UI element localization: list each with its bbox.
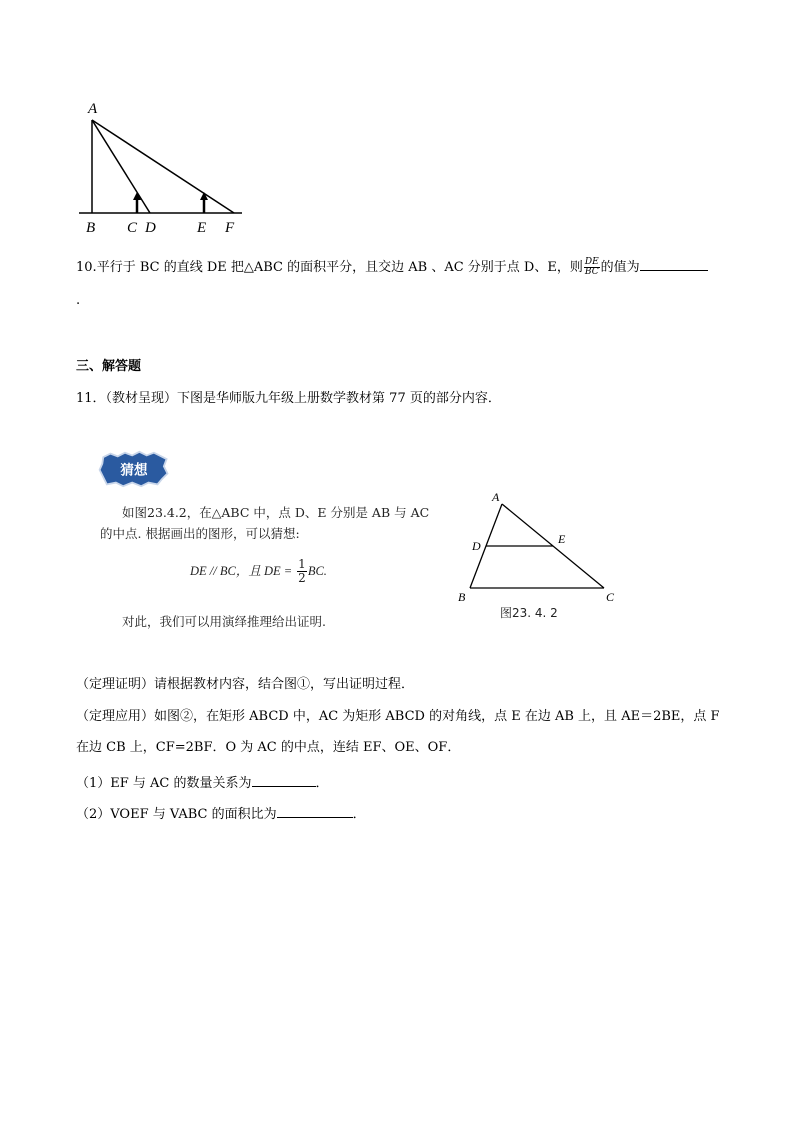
q11-intro — [76, 390, 501, 408]
tri-label-d: D — [472, 539, 481, 553]
segment-af — [92, 120, 234, 213]
tri-caption: 图23. 4. 2 — [500, 606, 558, 620]
q11-sub2-text: （2）VOEF 与 VABC 的面积比为 — [76, 807, 277, 822]
tb-formula-left: DE // BC，且 DE = — [190, 564, 293, 578]
q11-sub1-text: （1）EF 与 AC 的数量关系为 — [76, 776, 252, 791]
figure-1-diagram — [74, 96, 254, 241]
q11-sub-1 — [76, 772, 329, 793]
tb-frac-den: 2 — [298, 571, 306, 585]
q11-apply-line-2: 在边 CB 上，CF=2BF．O 为 AC 的中点，连结 EF、OE、OF． — [76, 740, 461, 755]
tri-label-c: C — [606, 590, 615, 604]
q11-intro-text: （教材呈现）下图是华师版九年级上册数学教材第 77 页的部分内容． — [105, 391, 501, 406]
segment-ad — [92, 120, 150, 213]
q10-text-after: 的值为 — [600, 260, 640, 275]
textbook-triangle-diagram — [452, 488, 622, 628]
tb-formula-frac — [297, 558, 307, 585]
q10-number: 10. — [76, 260, 97, 275]
tri-label-b: B — [458, 590, 466, 604]
q10-frac-num: DE — [584, 257, 599, 267]
q10-end: . — [76, 293, 81, 308]
q10-answer-blank[interactable] — [640, 256, 708, 271]
q11-sub2-blank[interactable] — [277, 803, 353, 818]
tri-label-e: E — [558, 532, 566, 546]
tb-formula-right: BC. — [307, 564, 327, 578]
tb-line-1: 如图23.4.2，在△ABC 中，点 D、E 分别是 AB 与 AC — [122, 505, 430, 520]
label-c: C — [127, 220, 138, 236]
tri-label-a: A — [492, 490, 500, 504]
guess-badge — [96, 450, 172, 488]
q11-sub-2 — [76, 803, 366, 824]
tb-frac-num: 1 — [298, 557, 306, 571]
q11-sub1-end: ． — [315, 776, 329, 791]
tb-formula — [190, 558, 327, 585]
q10-fraction — [584, 258, 600, 277]
tb-line-4: 对此，我们可以用演绎推理给出证明. — [122, 614, 326, 629]
section-title: 三、解答题 — [76, 359, 142, 374]
question-10 — [76, 256, 708, 277]
q11-apply-line-1: （定理应用）如图②，在矩形 ABCD 中，AC 为矩形 ABCD 的对角线，点 E 在边 AB 上，且 AE＝2BE，点 F — [76, 709, 720, 724]
label-b: B — [86, 220, 96, 236]
q11-sub1-blank[interactable] — [252, 772, 316, 787]
q11-proof-line: （定理证明）请根据教材内容，结合图①，写出证明过程． — [76, 677, 415, 692]
q11-number: 11． — [76, 391, 106, 406]
label-d: D — [145, 220, 156, 236]
label-e: E — [197, 220, 207, 236]
q10-text: 平行于 BC 的直线 DE 把△ABC 的面积平分，且交边 AB 、AC 分别于点 D、E，则 — [96, 260, 583, 275]
q11-sub2-end: ． — [352, 807, 366, 822]
label-f: F — [225, 220, 235, 236]
badge-text: 猜想 — [120, 462, 148, 479]
label-a: A — [88, 101, 98, 117]
tb-line-2: 的中点. 根据画出的图形，可以猜想: — [100, 526, 300, 541]
q10-frac-den: BC — [584, 267, 599, 277]
